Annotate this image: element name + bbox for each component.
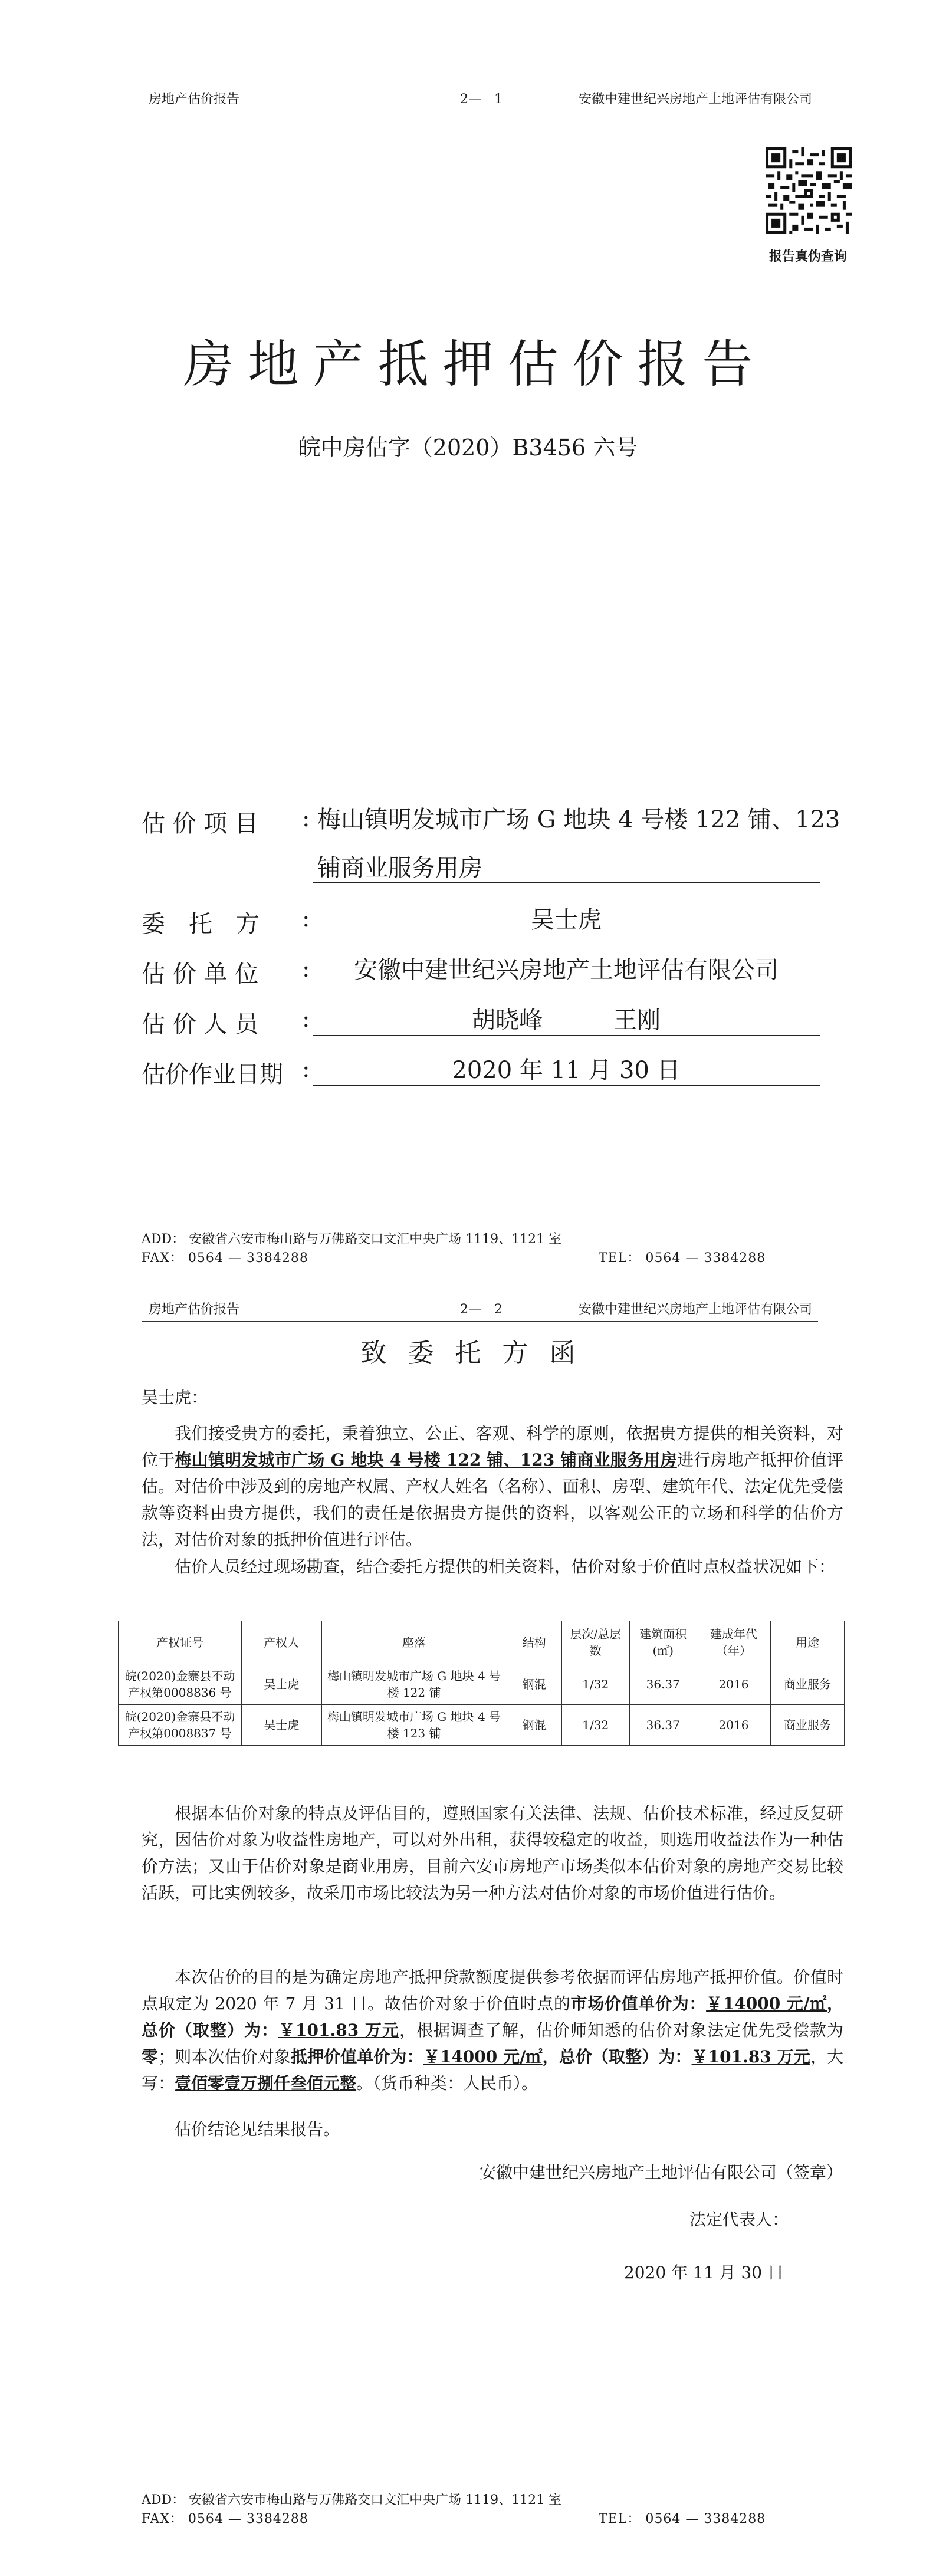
table-header-row xyxy=(119,1621,845,1664)
col-year: 建成年代（年） xyxy=(697,1621,770,1664)
footer-tel: TEL： 0564 — 3384288 xyxy=(599,2512,766,2526)
project-value-line2: 铺商业服务用房 xyxy=(313,853,820,883)
header-page-number: 2— 2 xyxy=(460,1302,503,1317)
salutation: 吴士虎： xyxy=(142,1388,208,1407)
header-page-number: 2— 1 xyxy=(460,92,503,107)
header-left: 房地产估价报告 xyxy=(149,1302,240,1317)
header-company: 安徽中建世纪兴房地产土地评估有限公司 xyxy=(578,92,812,107)
date-label: 估价作业日期 xyxy=(142,1061,283,1088)
appraisers-value: 胡晓峰 王刚 xyxy=(313,1006,820,1036)
col-owner: 产权人 xyxy=(242,1621,321,1664)
col-floor: 层次/总层数 xyxy=(562,1621,629,1664)
signature-date: 2020 年 11 月 30 日 xyxy=(623,2263,784,2282)
col-area: 建筑面积(㎡) xyxy=(629,1621,697,1664)
letter-title: 致委托方函 xyxy=(360,1338,597,1368)
col-location: 座落 xyxy=(321,1621,507,1664)
info-row-client: 委 托 方 : 吴士虎 xyxy=(142,905,838,941)
col-cert-no: 产权证号 xyxy=(119,1621,242,1664)
mortgage-total-price: ￥101.83 万元 xyxy=(691,2047,810,2066)
qr-caption: 报告真伪查询 xyxy=(768,249,847,264)
page-header xyxy=(142,1297,818,1322)
property-rights-table xyxy=(118,1621,845,1746)
col-use: 用途 xyxy=(770,1621,844,1664)
header-left: 房地产估价报告 xyxy=(149,92,240,107)
footer-fax: FAX： 0564 — 3384288 xyxy=(142,2512,308,2526)
document-number: 皖中房估字（2020）B3456 六号 xyxy=(298,435,638,461)
table-row: 皖(2020)金寨县不动产权第0008837 号 吴士虎 梅山镇明发城市广场 G 地块 4 号楼 123 铺 钢混 1/32 36.37 2016 商业服务 xyxy=(119,1705,845,1746)
paragraph-conclusion: 估价结论见结果报告。 xyxy=(175,2120,340,2139)
mortgage-unit-price: ￥14000 元/㎡ xyxy=(423,2047,543,2066)
footer-tel: TEL： 0564 — 3384288 xyxy=(599,1251,766,1266)
info-row-project: 估 价 项 目 : 梅山镇明发城市广场 G 地块 4 号楼 122 铺、123 铺商业服务用房 xyxy=(142,805,840,882)
amount-in-words: 壹佰零壹万捌仟叁佰元整 xyxy=(175,2074,357,2093)
footer-address: ADD： 安徽省六安市梅山路与万佛路交口文汇中央广场 1119、1121 室 xyxy=(142,1232,562,1247)
client-value: 吴士虎 xyxy=(313,905,820,935)
project-value: 梅山镇明发城市广场 G 地块 4 号楼 122 铺、123 xyxy=(313,805,820,834)
property-location: 梅山镇明发城市广场 G 地块 4 号楼 122 铺、123 铺商业服务用房 xyxy=(175,1450,677,1470)
page-header xyxy=(142,87,818,111)
page-1 xyxy=(0,0,936,1280)
paragraph-method: 根据本估价对象的特点及评估目的，遵照国家有关法律、法规、估价技术标准，经过反复研究，因估价对象为收益性房地产，可以对外出租，获得较稳定的收益，则选用收益法作为一种估价方法；又由于估价对象是商业用房，目前六安市房地产市场类似本估价对象的房地产交易比较活跃，可比实例较多，故采用市场比较法为另一种方法对估价对象的市场价值进行估价。 xyxy=(142,1803,843,1903)
appraisers-label: 估 价 人 员 xyxy=(142,1011,259,1038)
info-row-date: 估价作业日期 : 2020 年 11 月 30 日 xyxy=(142,1056,838,1091)
info-row-unit: 估 价 单 位 : 安徽中建世纪兴房地产土地评估有限公司 xyxy=(142,955,838,991)
paragraph-rights-intro: 估价人员经过现场勘查，结合委托方提供的相关资料，估价对象于价值时点权益状况如下： xyxy=(175,1557,836,1576)
paragraph-valuation: 本次估价的目的是为确定房地产抵押贷款额度提供参考依据而评估房地产抵押价值。价值时点取定为 2020 年 7 月 31 日。故估价对象于价值时点的市场价值单价为：￥14000 元/㎡，总价（取整）为：￥101.83 万元，根据调查了解，估价师知悉的估价对象法定优先受偿款为零；则本次估价对象抵押价值单价为：￥14000 元/㎡，总价（取整）为：￥101.83 万元，大写：壹佰零壹万捌仟叁佰元整。（货币种类：人民币）。 xyxy=(142,1967,843,2093)
signature-representative: 法定代表人： xyxy=(689,2210,789,2229)
project-label: 估 价 项 目 xyxy=(142,810,259,837)
qr-code-icon[interactable] xyxy=(766,147,852,234)
page-2 xyxy=(0,1280,936,2576)
market-total-price: ￥101.83 万元 xyxy=(278,2020,399,2040)
unit-value: 安徽中建世纪兴房地产土地评估有限公司 xyxy=(313,955,820,985)
report-title: 房地产抵押估价报告 xyxy=(183,335,767,394)
signature-company: 安徽中建世纪兴房地产土地评估有限公司（签章） xyxy=(479,2163,843,2182)
paragraph-intro: 我们接受贵方的委托，秉着独立、公正、客观、科学的原则，依据贵方提供的相关资料，对位于梅山镇明发城市广场 G 地块 4 号楼 122 铺、123 铺商业服务用房进行房地产抵押价值评估。对估价中涉及到的房地产权属、产权人姓名（名称）、面积、房型、建筑年代、法定优先受偿款等资料由贵方提供，我们的责任是依据贵方提供的资料，以客观公正的立场和科学的估价方法，对估价对象的抵押价值进行评估。 xyxy=(142,1424,844,1549)
client-label: 委 托 方 xyxy=(142,911,260,938)
table-row: 皖(2020)金寨县不动产权第0008836 号 吴士虎 梅山镇明发城市广场 G 地块 4 号楼 122 铺 钢混 1/32 36.37 2016 商业服务 xyxy=(119,1664,845,1705)
header-company: 安徽中建世纪兴房地产土地评估有限公司 xyxy=(578,1302,812,1317)
unit-label: 估 价 单 位 xyxy=(142,961,259,988)
footer-address: ADD： 安徽省六安市梅山路与万佛路交口文汇中央广场 1119、1121 室 xyxy=(142,2493,562,2508)
market-unit-price: ￥14000 元/㎡ xyxy=(706,1994,827,2013)
info-row-appraisers: 估 价 人 员 : 胡晓峰 王刚 xyxy=(142,1006,838,1041)
footer-fax: FAX： 0564 — 3384288 xyxy=(142,1251,308,1266)
col-structure: 结构 xyxy=(507,1621,561,1664)
date-value: 2020 年 11 月 30 日 xyxy=(313,1056,820,1086)
